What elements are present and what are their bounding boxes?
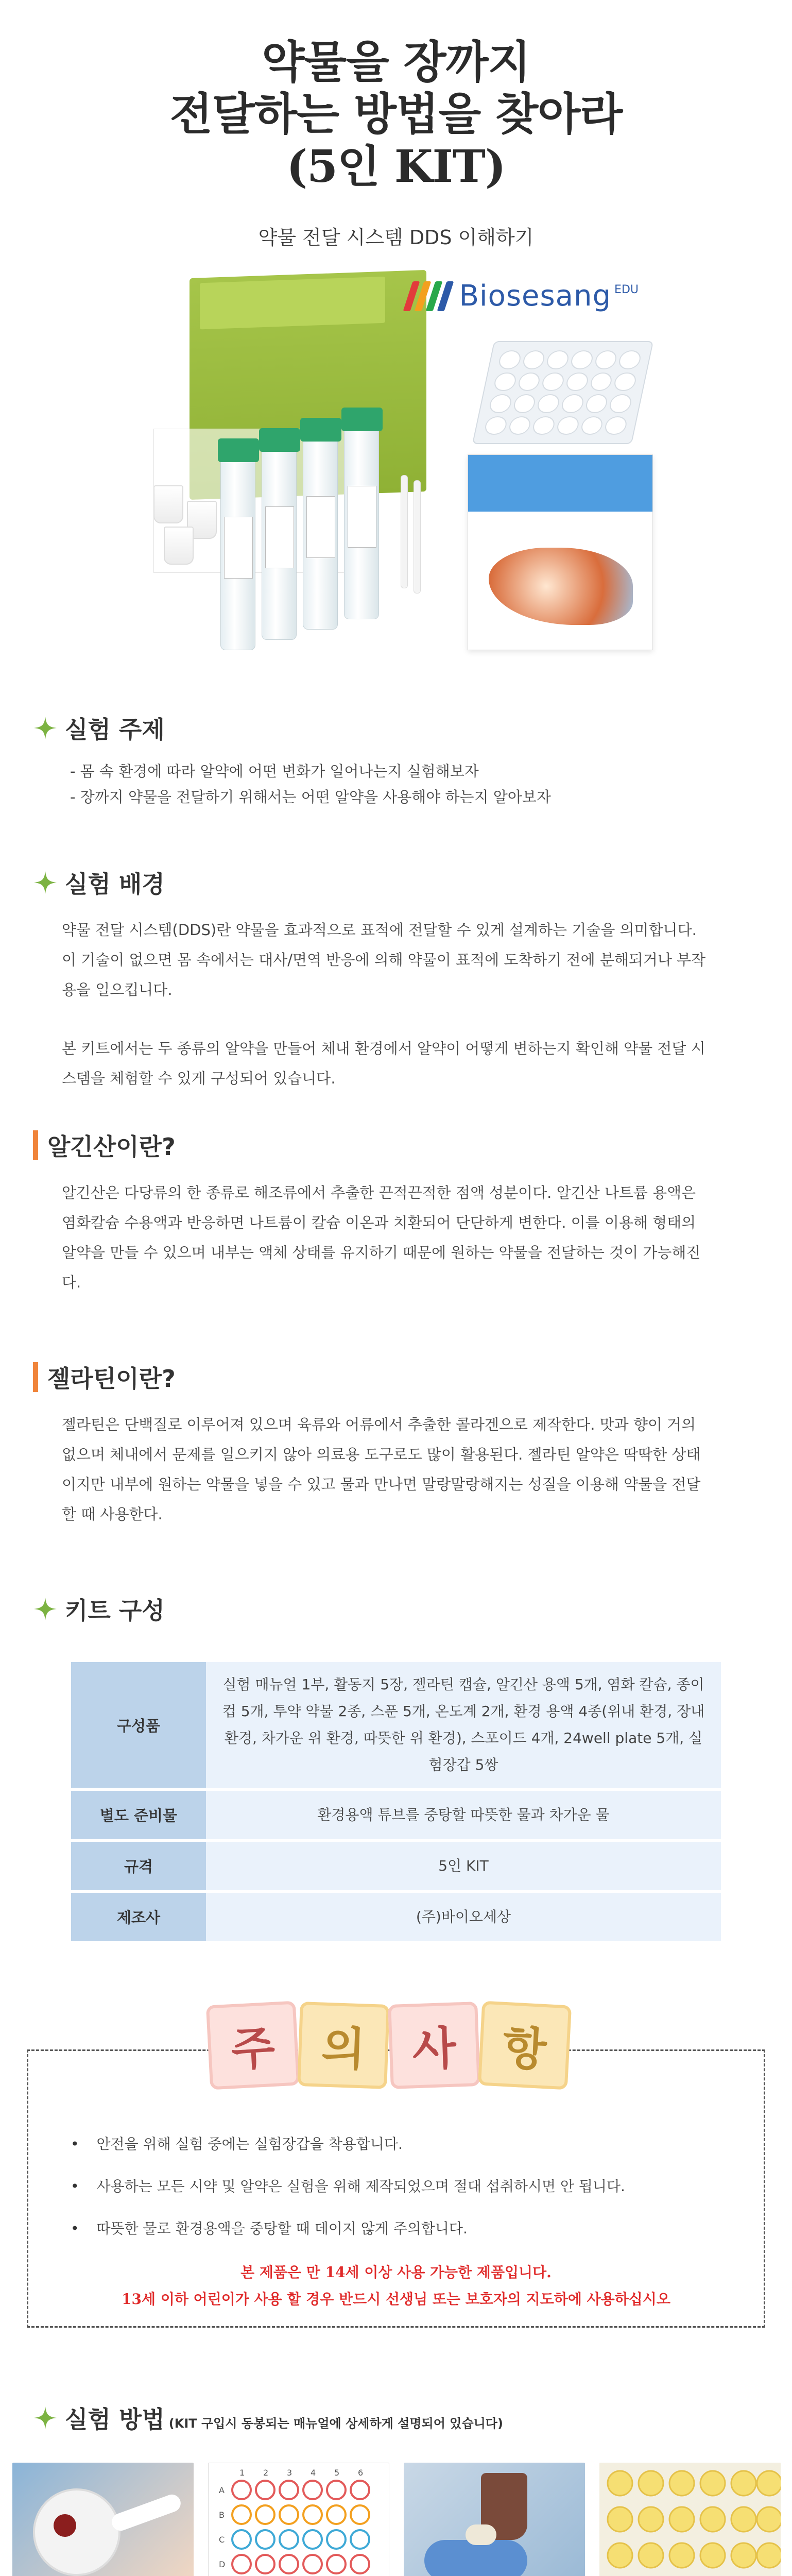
method-steps [12, 2463, 780, 2576]
table-row [71, 1662, 721, 1788]
paper-cup-illustration [164, 527, 194, 565]
table-cell: 실험 매뉴얼 1부, 활동지 5장, 젤라틴 캡슐, 알긴산 용액 5개, 염화 칼슘, 종이컵 5개, 투약 약물 2종, 스푼 5개, 온도계 2개, 환경 용액 4종(위내 환경, 장내 환경, 차가운 위 환경, 따뜻한 위 환경), 스포이드 4개, 24well plate 5개, 실험장갑 5쌍 [206, 1662, 721, 1788]
plate-col-label: 5 [334, 2468, 340, 2478]
table-header: 제조사 [71, 1893, 206, 1941]
table-header: 별도 준비물 [71, 1791, 206, 1839]
caution-title-tile: 의 [297, 2002, 390, 2089]
dropper-illustration [401, 475, 408, 588]
plate-row-label: B [219, 2510, 225, 2520]
section-kit [33, 1592, 754, 1626]
hero-product-image [133, 259, 659, 666]
background-paragraph: 본 키트에서는 두 종류의 알약을 만들어 체내 환경에서 알약이 어떻게 변하는지 확인해 약물 전달 시스템을 체험할 수 있게 구성되어 있습니다. [62, 1040, 705, 1087]
caution-title-tile: 주 [206, 2001, 300, 2090]
well-plate-diagram [208, 2463, 389, 2576]
table-cell: 환경용액 튜브를 중탕할 따뜻한 물과 차가운 물 [206, 1791, 721, 1839]
alginate-paragraph: 알긴산은 다당류의 한 종류로 해조류에서 추출한 끈적끈적한 점액 성분이다. 알긴산 나트륨 용액은 염화칼슘 수용액과 반응하면 나트륨이 칼슘 이온과 치환되어 단단하게 변한다. 이를 이용해 형태의 알약을 만들 수 있으며 내부는 액체 상태를 유지하기 때문에 원하는 약물을 전달하는 것이 가능해진다. [62, 1184, 701, 1291]
table-header: 구성품 [71, 1662, 206, 1788]
gelatin-paragraph: 젤라틴은 단백질로 이루어져 있으며 육류와 어류에서 추출한 콜라겐으로 제작한다. 맛과 향이 거의 없으며 체내에서 문제를 일으키지 않아 의료용 도구로도 많이 활용된다. 젤라틴 알약은 딱딱한 상태이지만 내부에 원하는 약물을 넣을 수 있고 물과 만나면 말랑말랑해지는 성질을 이용해 약물을 전달할 때 사용한다. [62, 1416, 701, 1523]
section-background [33, 866, 754, 1093]
kit-table [71, 1659, 721, 1944]
brand-name: Biosesang [459, 279, 612, 313]
section-title: 젤라틴이란? [47, 1365, 176, 1393]
tube-illustration [344, 423, 379, 619]
section-method [33, 2401, 754, 2435]
background-paragraph: 약물 전달 시스템(DDS)란 약물을 효과적으로 표적에 전달할 수 있게 설계하는 기술을 의미합니다. 이 기술이 없으면 몸 속에서는 대사/면역 반응에 의해 약물이 표적에 도착하기 전에 분해되거나 부작용을 일으킵니다. [62, 921, 706, 998]
manual-illustration [468, 454, 653, 650]
well-plate-svg [209, 2463, 389, 2576]
section-gelatin [33, 1360, 754, 1529]
caution-title-tile: 항 [478, 2001, 572, 2090]
plate-row-label: D [219, 2560, 226, 2569]
method-step [12, 2463, 194, 2576]
section-title: 실험 배경 [65, 870, 165, 898]
plate-row-label: C [219, 2535, 225, 2545]
list-item: - 장까지 약물을 전달하기 위해서는 어떤 알약을 사용해야 하는지 알아보자 [70, 784, 754, 810]
sparkle-icon [33, 2405, 58, 2430]
method-step [599, 2463, 781, 2576]
method-step [208, 2463, 389, 2576]
plate-col-label: 6 [358, 2468, 364, 2478]
well-plate-illustration [472, 341, 654, 444]
brand-logo [408, 279, 639, 313]
section-topic [33, 711, 754, 810]
tube-illustration [220, 454, 255, 650]
section-title: 알긴산이란? [47, 1133, 176, 1161]
method-step [404, 2463, 585, 2576]
step-photo [404, 2463, 585, 2576]
list-item: • 따뜻한 물로 환경용액을 중탕할 때 데이지 않게 주의합니다. [71, 2208, 625, 2250]
page-title-line3: (5인 KIT) [286, 140, 506, 193]
section-marker-icon [33, 1362, 38, 1392]
tube-illustration [262, 444, 297, 640]
plate-col-label: 3 [287, 2468, 292, 2478]
table-row [71, 1893, 721, 1941]
page-title-line2: 전달하는 방법을 찾아라 [169, 88, 623, 141]
method-title: 실험 방법 [65, 2405, 165, 2433]
step-photo [599, 2463, 781, 2576]
plate-col-label: 4 [311, 2468, 316, 2478]
sparkle-icon [33, 1597, 58, 1621]
brand-logo-icon [408, 281, 449, 311]
list-item: - 몸 속 환경에 따라 알약에 어떤 변화가 일어나는지 실험해보자 [70, 758, 754, 784]
caution-list [71, 2123, 625, 2250]
table-row [71, 1791, 721, 1839]
step-photo [12, 2463, 194, 2576]
title-block [0, 0, 792, 250]
section-alginate [33, 1128, 754, 1297]
caution-box [27, 2049, 765, 2328]
plate-col-label: 2 [263, 2468, 269, 2478]
page-subtitle: 약물 전달 시스템 DDS 이해하기 [258, 226, 534, 249]
caution-title [208, 2003, 570, 2088]
plate-col-label: 1 [239, 2468, 245, 2478]
caution-title-tile: 사 [388, 2002, 480, 2089]
table-row [71, 1842, 721, 1890]
table-cell: (주)바이오세상 [206, 1893, 721, 1941]
table-header: 규격 [71, 1842, 206, 1890]
supervision-warning: 13세 이하 어린이가 사용 할 경우 반드시 선생님 또는 보호자의 지도하에 사용하십시오 [122, 2291, 670, 2308]
table-cell: 5인 KIT [206, 1842, 721, 1890]
topic-list [33, 758, 754, 810]
page-title-line1: 약물을 장까지 [262, 36, 530, 88]
plate-row-label: A [219, 2485, 225, 2495]
section-title [65, 2401, 503, 2435]
brand-suffix: EDU [614, 283, 639, 296]
section-title: 실험 주제 [65, 716, 165, 743]
list-item: • 사용하는 모든 시약 및 알약은 실험을 위해 제작되었으며 절대 섭취하시면 안 됩니다. [71, 2165, 625, 2208]
method-note: (KIT 구입시 동봉되는 매뉴얼에 상세하게 설명되어 있습니다) [168, 2416, 503, 2431]
sparkle-icon [33, 870, 58, 895]
sparkle-icon [33, 716, 58, 740]
dropper-illustration [414, 480, 421, 594]
section-title: 키트 구성 [65, 1597, 165, 1624]
age-warning: 본 제품은 만 14세 이상 사용 가능한 제품입니다. [240, 2264, 552, 2281]
wells-photo-svg [599, 2463, 781, 2576]
list-item: • 안전을 위해 실험 중에는 실험장갑을 착용합니다. [71, 2123, 625, 2165]
paper-cup-illustration [153, 485, 183, 523]
tube-illustration [303, 434, 338, 630]
section-marker-icon [33, 1130, 38, 1160]
